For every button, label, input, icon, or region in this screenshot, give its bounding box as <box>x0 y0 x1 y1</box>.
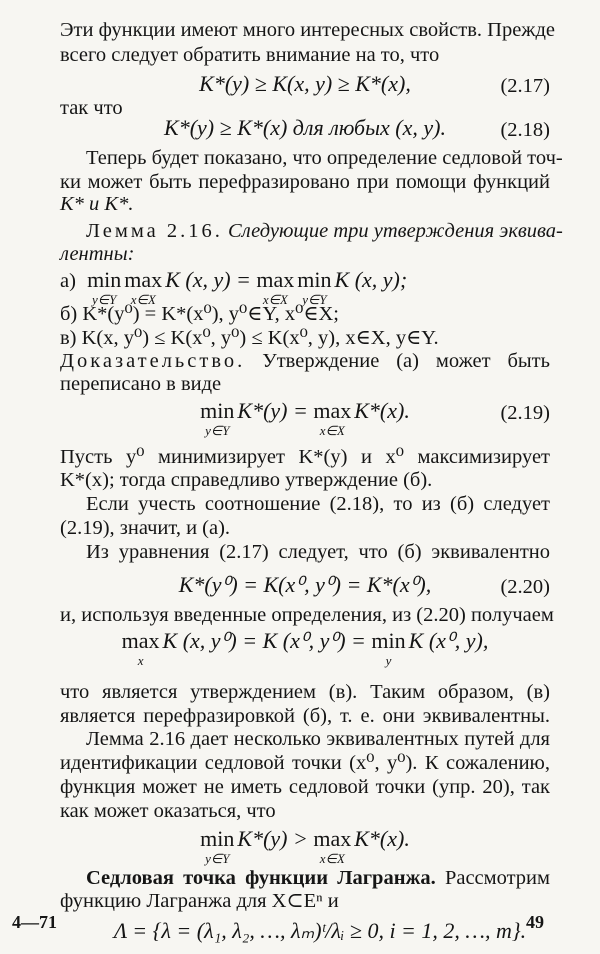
text-line: и, используя введенные определения, из (2.20) получаем <box>60 604 554 626</box>
lemma-heading <box>86 220 563 242</box>
lemma-label: Лемма 2.16. <box>86 220 223 242</box>
section-heading-line: Седловая точка функции Лагранжа. Рассмотрим <box>86 867 550 889</box>
signature-mark: 4—71 <box>12 912 57 932</box>
text-line: K*(x); тогда справедливо утверждение (б). <box>60 469 433 491</box>
text-line: Теперь будет показано, что определение седловой точ- <box>86 147 563 169</box>
text-line: (2.19), значит, и (а). <box>60 517 231 539</box>
item-a-label: а) <box>60 270 76 292</box>
equation-max-min: max x K (x, y⁰) = K (x⁰, y⁰) = min y K (x⁰, y), <box>121 628 489 668</box>
item-b: б) K*(y⁰) = K*(x⁰), y⁰∈Y, x⁰∈X; <box>60 303 339 325</box>
text-line: Из уравнения (2.17) следует, что (б) эквивалентно <box>86 541 550 563</box>
item-c: в) K(x, y⁰) ≤ K(x⁰, y⁰) ≤ K(x⁰, y), x∈X, y∈Y. <box>60 327 439 349</box>
equation-min-max-inequality: min y∈Y K*(y) > max x∈X K*(x). <box>200 826 410 866</box>
equation-number: (2.17) <box>500 75 550 97</box>
text-line: как может оказаться, что <box>60 800 276 822</box>
equation-2-17: K*(y) ≥ K(x, y) ≥ K*(x), <box>199 71 411 96</box>
text-line: функцию Лагранжа для X⊂Eⁿ и <box>60 890 339 912</box>
equation-lambda: Λ = {λ = (λ₁, λ₂, …, λₘ)ᵗ/λᵢ ≥ 0, i = 1, 2, …, m}. <box>113 918 527 943</box>
text-line: Лемма 2.16 дает несколько эквивалентных путей для <box>86 728 550 750</box>
text-line: что является утверждением (в). Таким образом, (в) <box>60 681 550 703</box>
equation-number: (2.18) <box>500 119 550 141</box>
text-line: так что <box>60 97 123 119</box>
proof-line: Доказательство. Утверждение (а) может быть <box>60 350 550 372</box>
equation-2-19: min y∈Y K*(y) = max x∈X K*(x). <box>200 398 410 438</box>
text-line: идентификации седловой точки (x⁰, y⁰). К сожалению, <box>60 752 550 774</box>
text-line: K* и K*. <box>60 193 134 215</box>
text-line: является перефразировкой (б), т. е. они эквивалентны. <box>60 705 550 727</box>
lemma-text-cont: лентны: <box>60 243 135 265</box>
equation-number: (2.19) <box>500 402 550 424</box>
text-line: ки может быть перефразировано при помощи функций <box>60 171 550 193</box>
equation-2-20: K*(y⁰) = K(x⁰, y⁰) = K*(x⁰), <box>178 572 432 597</box>
equation-2-18: K*(y) ≥ K*(x) для любых (x, y). <box>164 115 446 140</box>
page-number: 49 <box>526 912 544 932</box>
item-a: а) min y∈Y max x∈X K (x, y) = max x∈X min y∈Y K (x, y); <box>60 267 408 307</box>
text-line: всего следует обратить внимание на то, что <box>60 44 440 66</box>
text-line: Пусть y⁰ минимизирует K*(y) и x⁰ максимизирует <box>60 446 550 468</box>
equation-number: (2.20) <box>500 576 550 598</box>
proof-label: Доказательство. <box>60 350 246 372</box>
text-line: Если учесть соотношение (2.18), то из (б) следует <box>86 493 550 515</box>
text-line: переписано в виде <box>60 373 222 395</box>
text-line: функция может не иметь седловой точки (упр. 20), так <box>60 776 550 798</box>
lemma-text: Следующие три утверждения эквива- <box>228 220 563 242</box>
section-title: Седловая точка функции Лагранжа. <box>86 867 436 889</box>
text-line: Эти функции имеют много интересных свойств. Прежде <box>60 19 555 41</box>
